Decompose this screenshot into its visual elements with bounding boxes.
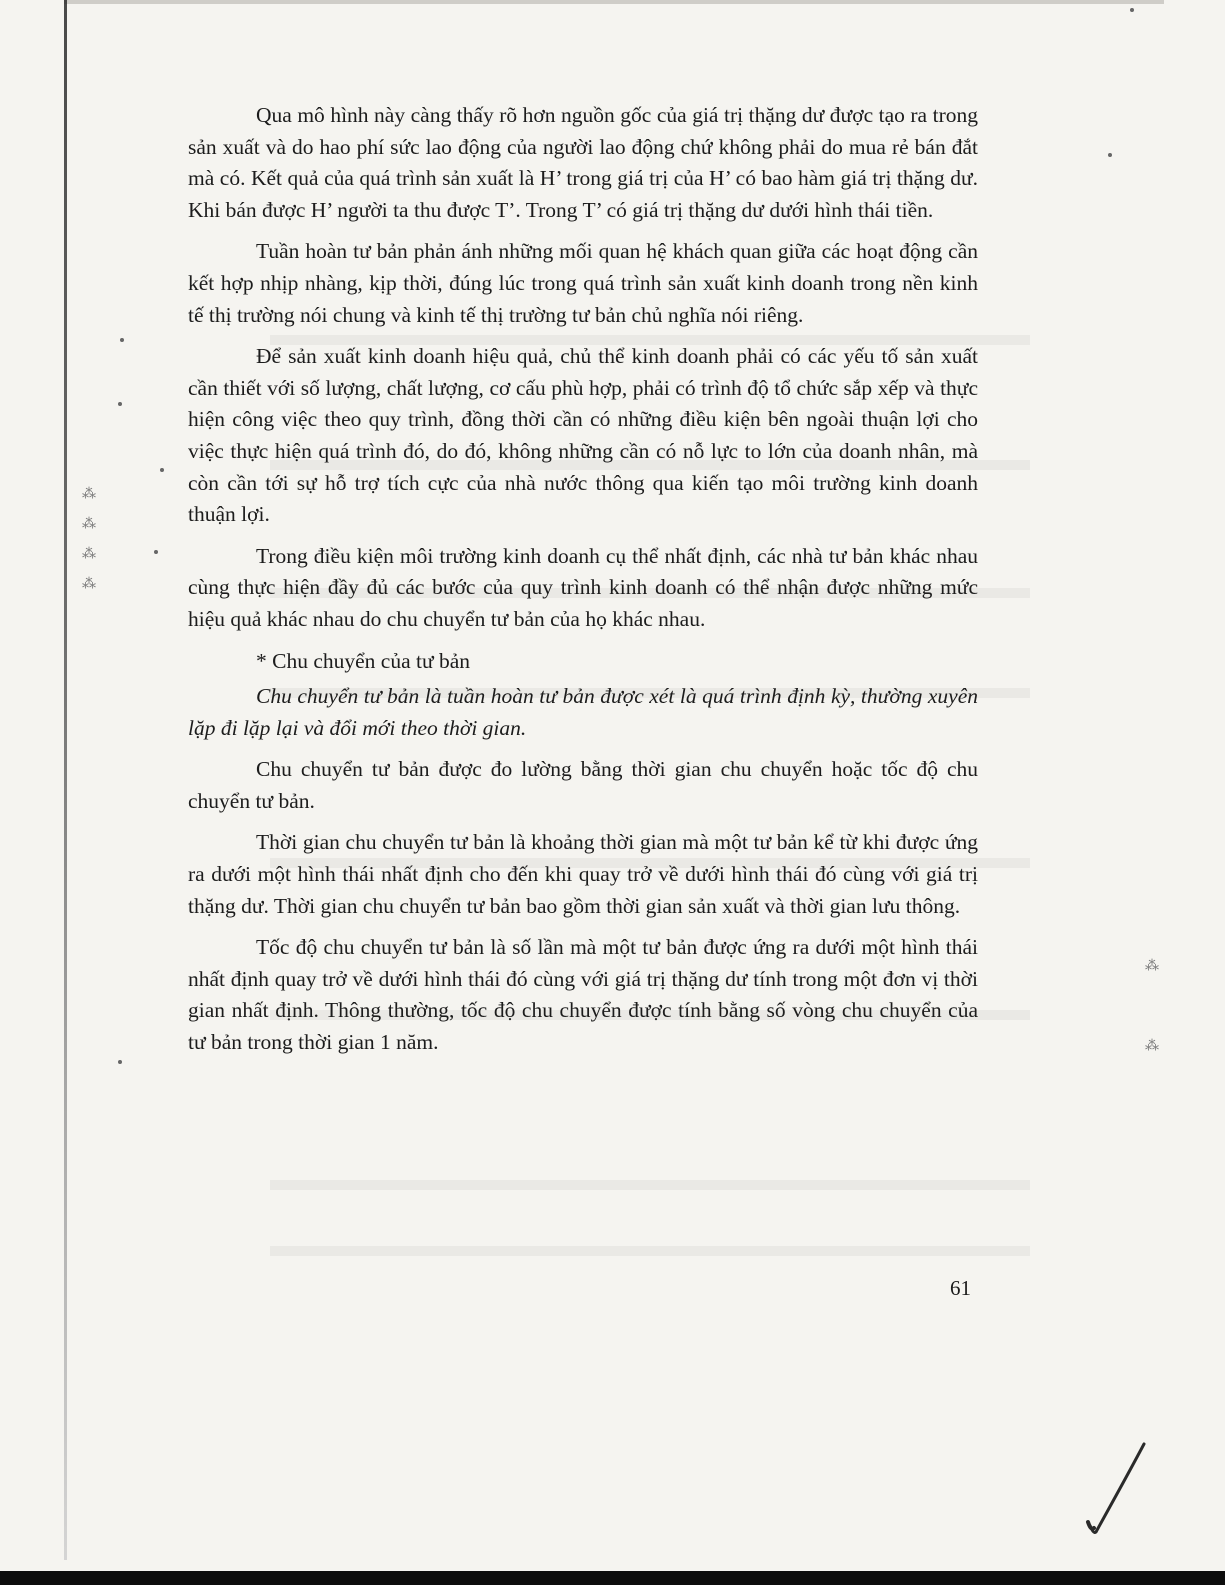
paragraph: Tuần hoàn tư bản phản ánh những mối quan hệ khách quan giữa các hoạt động cần kết hợp nhịp nhàng, kịp thời, đúng lúc trong quá trình sản xuất kinh doanh trong nền kinh tế thị trường nói chung và kinh tế thị trường tư bản chủ nghĩa nói riêng. (188, 239, 978, 327)
scan-speck (118, 402, 122, 406)
handwritten-check-mark (1078, 1438, 1158, 1538)
definition-paragraph: Chu chuyển tư bản là tuần hoàn tư bản được xét là quá trình định kỳ, thường xuyên lặp đi lặp lại và đổi mới theo thời gian. (188, 684, 978, 740)
bleed-through-line (270, 1180, 1030, 1190)
scan-speck (154, 550, 158, 554)
margin-smudge: ⁂ (1145, 1039, 1159, 1054)
scan-speck (120, 338, 124, 342)
section-heading: * Chu chuyển của tư bản (256, 648, 471, 673)
margin-smudge: ⁂ (1145, 959, 1159, 974)
paragraph: Thời gian chu chuyển tư bản là khoảng thời gian mà một tư bản kể từ khi được ứng ra dưới một hình thái nhất định cho đến khi quay trở về dưới hình thái đó cùng với giá trị thặng dư. Thời gian chu chuyển tư bản bao gồm thời gian sản xuất và thời gian lưu thông. (188, 830, 978, 918)
page-number: 61 (950, 1276, 971, 1300)
margin-smudge: ⁂ (82, 577, 96, 592)
scan-speck (1108, 153, 1112, 157)
page-binding-edge (64, 0, 67, 1560)
page-body (188, 100, 978, 1069)
scan-speck (160, 468, 164, 472)
paragraph: Tốc độ chu chuyển tư bản là số lần mà một tư bản được ứng ra dưới một hình thái nhất định quay trở về dưới hình thái đó cùng với giá trị thặng dư tính trong một đơn vị thời gian nhất định. Thông thường, tốc độ chu chuyển được tính bằng số vòng chu chuyển của tư bản trong thời gian 1 năm. (188, 935, 978, 1055)
paragraph: Chu chuyển tư bản được đo lường bằng thời gian chu chuyển hoặc tốc độ chu chuyển tư bản. (188, 757, 978, 813)
margin-smudge: ⁂ (82, 487, 96, 502)
scan-bottom-border (0, 1571, 1225, 1585)
bleed-through-line (270, 1246, 1030, 1256)
scan-speck (1130, 8, 1134, 12)
page-top-edge (64, 0, 1164, 4)
margin-smudge: ⁂ (82, 517, 96, 532)
scan-speck (118, 1060, 122, 1064)
paragraph: Để sản xuất kinh doanh hiệu quả, chủ thể kinh doanh phải có các yếu tố sản xuất cần thiết với số lượng, chất lượng, cơ cấu phù hợp, phải có trình độ tổ chức sắp xếp và thực hiện công việc theo quy trình, đồng thời cần có những điều kiện bên ngoài thuận lợi cho việc thực hiện quá trình đó, do đó, không những cần có nỗ lực to lớn của doanh nhân, mà còn cần tới sự hỗ trợ tích cực của nhà nước thông qua kiến tạo môi trường kinh doanh thuận lợi. (188, 344, 978, 527)
paragraph: Trong điều kiện môi trường kinh doanh cụ thể nhất định, các nhà tư bản khác nhau cùng thực hiện đầy đủ các bước của quy trình kinh doanh có thể nhận được những mức hiệu quả khác nhau do chu chuyển tư bản của họ khác nhau. (188, 543, 978, 631)
paragraph: Qua mô hình này càng thấy rõ hơn nguồn gốc của giá trị thặng dư được tạo ra trong sản xuất và do hao phí sức lao động của người lao động chứ không phải do mua rẻ bán đắt mà có. Kết quả của quá trình sản xuất là H’ trong giá trị của H’ có bao hàm giá trị thặng dư. Khi bán được H’ người ta thu được T’. Trong T’ có giá trị thặng dư dưới hình thái tiền. (188, 103, 978, 222)
margin-smudge: ⁂ (82, 547, 96, 562)
